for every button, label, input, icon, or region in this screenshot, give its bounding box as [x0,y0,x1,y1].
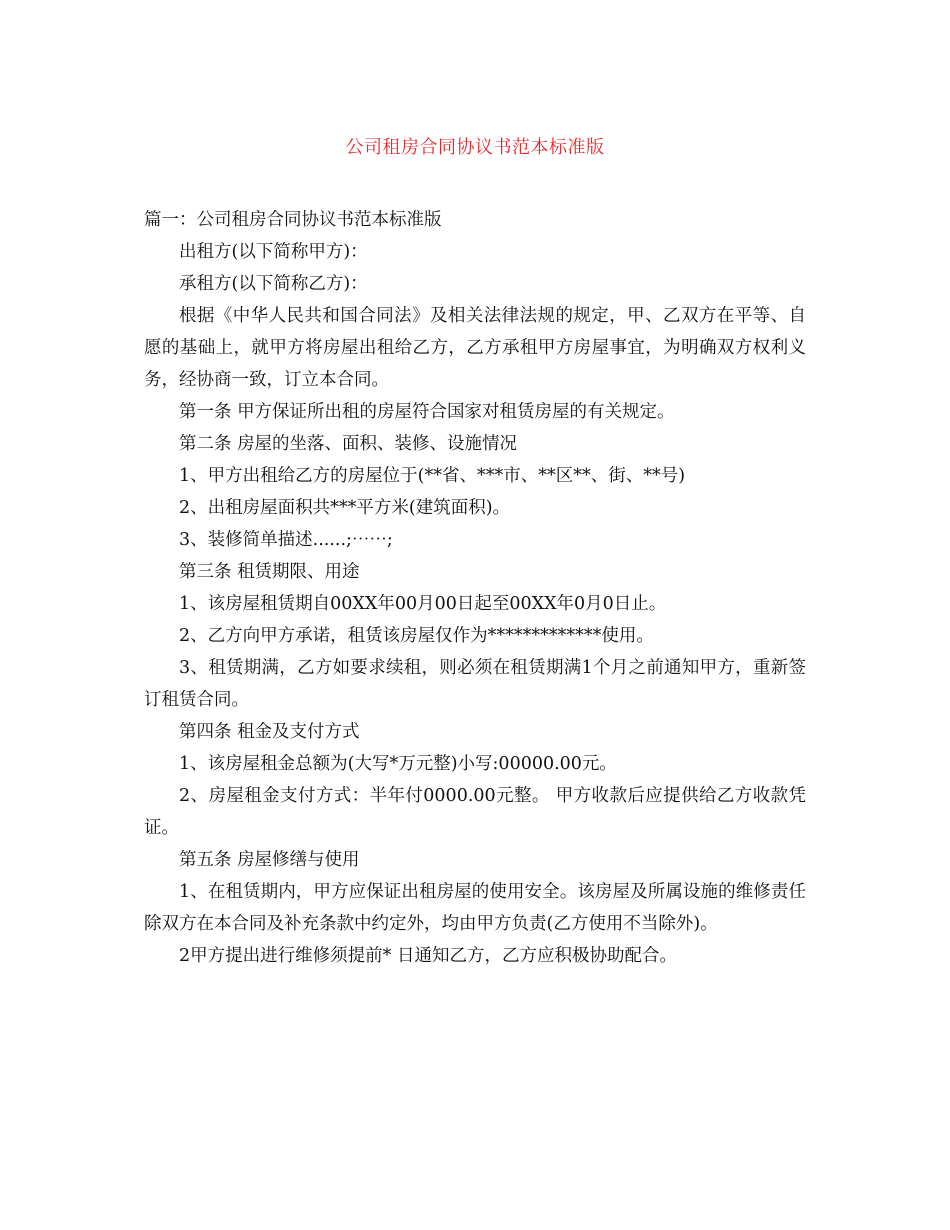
article-4-heading: 第四条 租金及支付方式 [179,722,360,742]
article-5-item-2: 2甲方提出进行维修须提前* 日通知乙方，乙方应积极协助配合。 [179,946,677,966]
article-3-item-2: 2、乙方向甲方承诺，租赁该房屋仅作为*************使用。 [179,626,654,646]
lessor-line: 出租方(以下简称甲方)： [179,242,368,262]
preamble-paragraph: 根据《中华人民共和国合同法》及相关法律法规的规定，甲、乙双方在平等、自愿的基础上，就甲方将房屋出租给乙方，乙方承租甲方房屋事宜，为明确双方权利义务，经协商一致，订立本合同。 [144,306,806,390]
article-3-item-1: 1、该房屋租赁期自00XX年00月00日起至00XX年0月0日止。 [179,594,667,614]
document-body [144,204,806,972]
article-2-item-3: 3、装修简单描述......;⋯⋯; [179,530,393,550]
article-2-item-1: 1、甲方出租给乙方的房屋位于(**省、***市、**区**、街、**号) [179,466,686,486]
article-3-item-3: 3、租赁期满，乙方如要求续租，则必须在租赁期满1个月之前通知甲方，重新签订租赁合同。 [144,658,806,710]
article-4-item-2: 2、房屋租金支付方式：半年付0000.00元整。 甲方收款后应提供给乙方收款凭证。 [144,786,806,838]
article-4-item-1: 1、该房屋租金总额为(大写*万元整)小写:00000.00元。 [179,754,617,774]
document-title: 公司租房合同协议书范本标准版 [345,137,605,158]
article-5-heading: 第五条 房屋修缮与使用 [179,850,360,870]
section-heading: 篇一：公司租房合同协议书范本标准版 [144,210,442,230]
lessee-line: 承租方(以下简称乙方)： [179,274,368,294]
article-5-item-1: 1、在租赁期内，甲方应保证出租房屋的使用安全。该房屋及所属设施的维修责任除双方在本合同及补充条款中约定外，均由甲方负责(乙方使用不当除外)。 [144,882,806,934]
article-2-heading: 第二条 房屋的坐落、面积、装修、设施情况 [179,434,518,454]
article-3-heading: 第三条 租赁期限、用途 [179,562,360,582]
article-2-item-2: 2、出租房屋面积共***平方米(建筑面积)。 [179,498,511,518]
article-1: 第一条 甲方保证所出租的房屋符合国家对租赁房屋的有关规定。 [179,402,675,422]
